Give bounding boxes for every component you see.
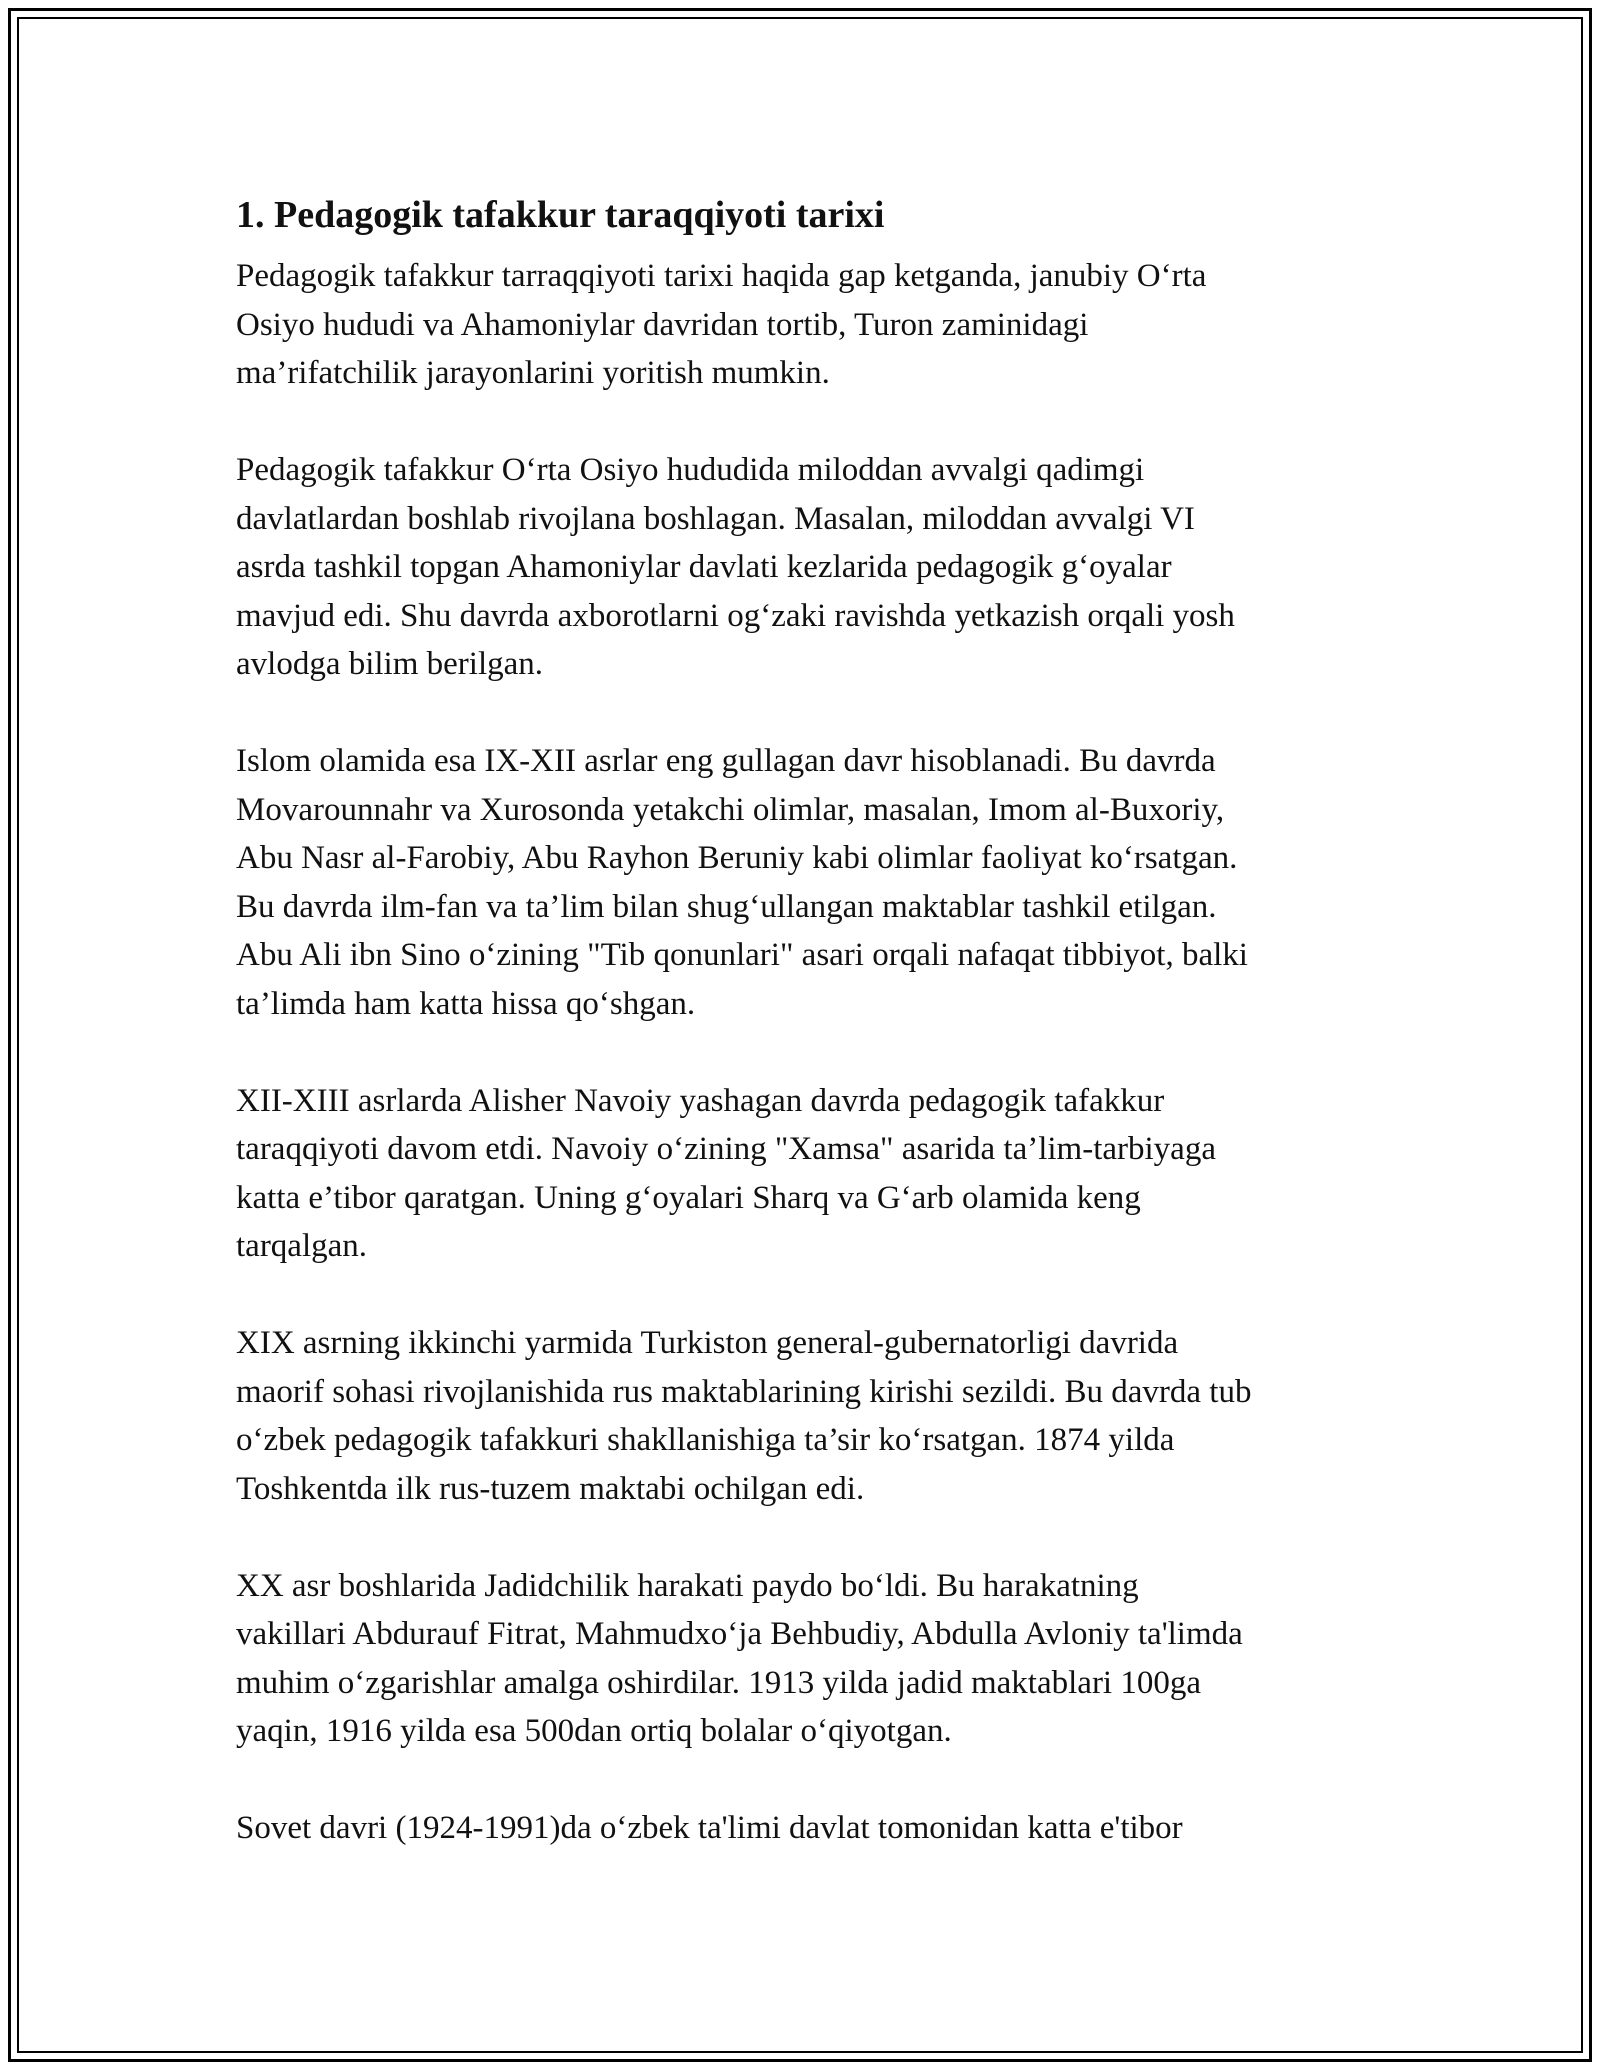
- text-line: o‘zbek pedagogik tafakkuri shakllanishiga ta’sir ko‘rsatgan. 1874 yilda: [236, 1422, 1175, 1458]
- text-line: Abu Nasr al-Farobiy, Abu Rayhon Beruniy kabi olimlar faoliyat ko‘rsatgan.: [236, 840, 1238, 876]
- text-line: ta’limda ham katta hissa qo‘shgan.: [236, 985, 696, 1022]
- paragraph-7: [236, 1804, 1376, 1853]
- text-line: Osiyo hududi va Ahamoniylar davridan tortib, Turon zaminidagi: [236, 306, 1089, 343]
- paragraph-2: [236, 446, 1376, 689]
- text-line: Movarounnahr va Xurosonda yetakchi olimlar, masalan, Imom al-Buxoriy,: [236, 791, 1225, 828]
- text-line: Abu Ali ibn Sino o‘zining "Tib qonunlari" asari orqali nafaqat tibbiyot, balki: [236, 937, 1248, 973]
- text-line: XX asr boshlarida Jadidchilik harakati paydo bo‘ldi. Bu harakatning: [236, 1567, 1139, 1604]
- text-line: taraqqiyoti davom etdi. Navoiy o‘zining "Xamsa" asarida ta’lim-tarbiyaga: [236, 1131, 1216, 1167]
- text-line: Sovet davri (1924-1991)da o‘zbek ta'limi davlat tomonidan katta e'tibor: [236, 1810, 1183, 1846]
- text-line: XIX asrning ikkinchi yarmida Turkiston general-gubernatorligi davrida: [236, 1325, 1179, 1361]
- document-body: [236, 190, 1376, 1901]
- document-title: 1. Pedagogik tafakkur taraqqiyoti tarixi: [236, 194, 885, 236]
- paragraph-3: [236, 737, 1376, 1028]
- text-line: vakillari Abdurauf Fitrat, Mahmudxo‘ja Behbudiy, Abdulla Avloniy ta'limda: [236, 1616, 1243, 1652]
- text-line: avlodga bilim berilgan.: [236, 646, 544, 682]
- text-line: tarqalgan.: [236, 1228, 368, 1264]
- text-line: Islom olamida esa IX-XII asrlar eng gullagan davr hisoblanadi. Bu davrda: [236, 743, 1216, 779]
- text-line: katta e’tibor qaratgan. Uning g‘oyalari Sharq va G‘arb olamida keng: [236, 1179, 1141, 1216]
- text-line: ma’rifatchilik jarayonlarini yoritish mumkin.: [236, 355, 830, 391]
- paragraph-5: [236, 1319, 1376, 1513]
- paragraph-6: [236, 1562, 1376, 1756]
- text-line: mavjud edi. Shu davrda axborotlarni og‘zaki ravishda yetkazish orqali yosh: [236, 597, 1235, 634]
- text-line: yaqin, 1916 yilda esa 500dan ortiq bolalar o‘qiyotgan.: [236, 1713, 952, 1749]
- text-line: Bu davrda ilm-fan va ta’lim bilan shug‘ullangan maktablar tashkil etilgan.: [236, 888, 1217, 925]
- text-line: maorif sohasi rivojlanishida rus maktablarining kirishi sezildi. Bu davrda tub: [236, 1373, 1252, 1410]
- text-line: Toshkentda ilk rus-tuzem maktabi ochilgan edi.: [236, 1470, 865, 1507]
- text-line: asrda tashkil topgan Ahamoniylar davlati kezlarida pedagogik g‘oyalar: [236, 549, 1172, 585]
- text-line: XII-XIII asrlarda Alisher Navoiy yashagan davrda pedagogik tafakkur: [236, 1082, 1165, 1119]
- text-line: Pedagogik tafakkur tarraqqiyoti tarixi haqida gap ketganda, janubiy O‘rta: [236, 258, 1207, 294]
- paragraph-1: [236, 252, 1376, 398]
- text-line: davlatlardan boshlab rivojlana boshlagan. Masalan, miloddan avvalgi VI: [236, 500, 1195, 537]
- text-line: muhim o‘zgarishlar amalga oshirdilar. 1913 yilda jadid maktablari 100ga: [236, 1664, 1201, 1701]
- text-line: Pedagogik tafakkur O‘rta Osiyo hududida miloddan avvalgi qadimgi: [236, 452, 1145, 488]
- paragraph-4: [236, 1077, 1376, 1271]
